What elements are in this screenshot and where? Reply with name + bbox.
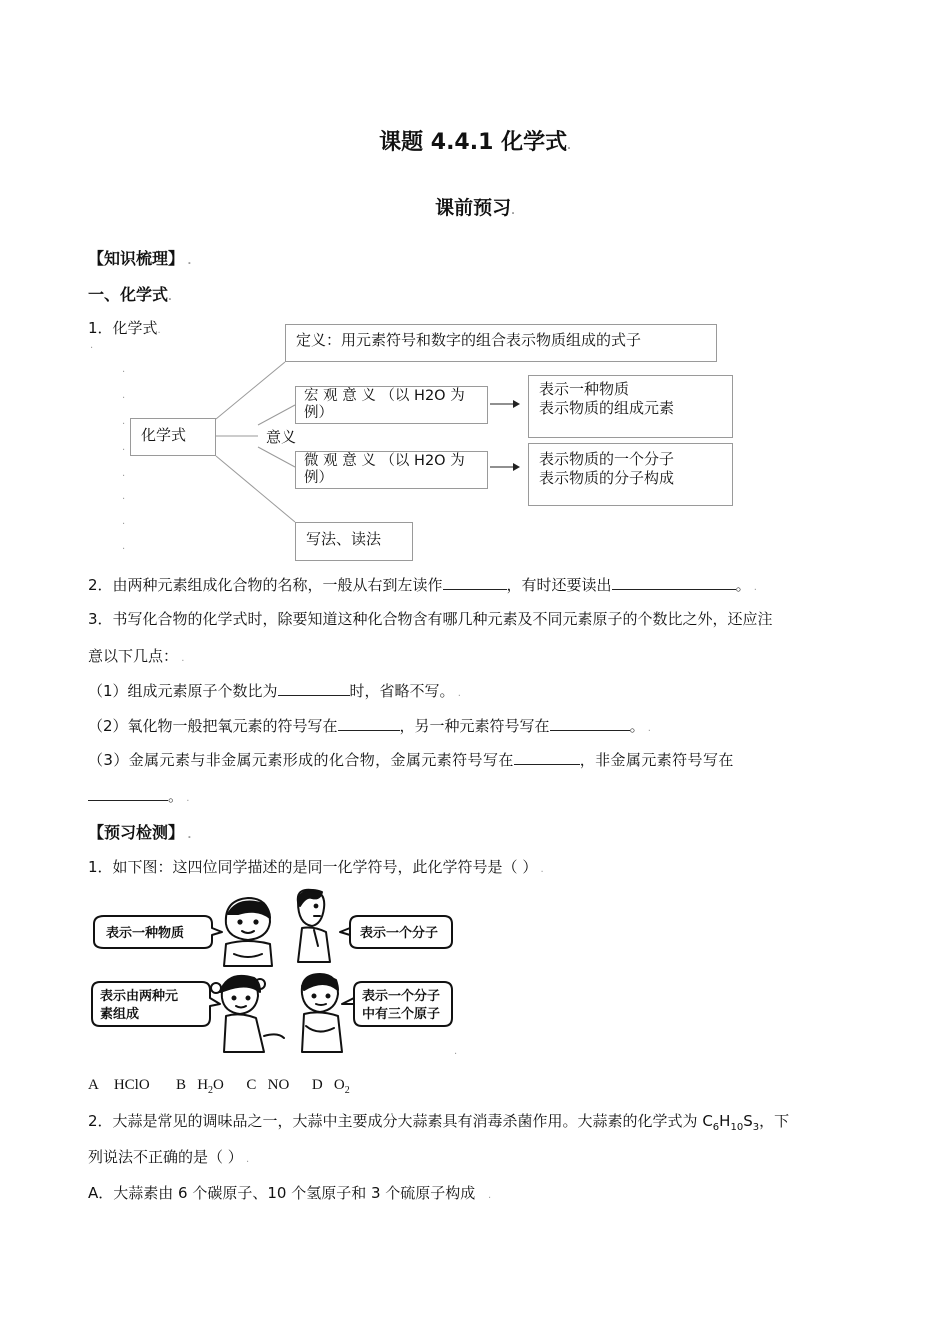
bubble-text-4a: 表示一个分子 — [362, 989, 441, 1004]
option-a[interactable]: A HClO — [88, 1077, 150, 1093]
option-c[interactable]: C NO — [246, 1077, 290, 1093]
item1-label: 1．化学式 — [88, 319, 158, 337]
box-writing-reading: 写法、读法 — [295, 522, 413, 561]
answer-blank[interactable] — [612, 575, 736, 590]
page-subtitle: 课前预习 — [435, 197, 512, 219]
question-3-3: （3）金属元素与非金属元素形成的化合物，金属元素符号写在 ，非金属元素符号写在 — [88, 751, 734, 769]
option-b[interactable]: B $H_2O$ — [175, 1077, 224, 1096]
section-check: 【预习检测】 — [88, 823, 185, 842]
part-one-heading: 一、化学式 — [88, 285, 169, 304]
question-3-1: （1）组成元素原子个数比为 时，省略不写。 . — [88, 682, 461, 700]
box-macro-result: 表示一种物质 表示物质的组成元素 — [528, 375, 733, 438]
option-d[interactable]: D $O_2$ — [311, 1077, 350, 1096]
check-question-2-line1: 2．大蒜是常见的调味品之一，大蒜中主要成分大蒜素具有消毒杀菌作用。大蒜素的化学式为 $C_6H_{10}S_3$，下 — [88, 1112, 790, 1133]
answer-blank[interactable] — [550, 716, 630, 731]
question-2: 2．由两种元素组成化合物的名称，一般从右到左读作 ，有时还要读出 。 . — [88, 576, 757, 594]
bubble-text-2: 表示一个分子 — [360, 926, 439, 941]
answer-blank[interactable] — [278, 681, 350, 696]
box-definition: 定义：用元素符号和数字的组合表示物质组成的式子 — [285, 324, 717, 362]
box-micro-meaning: 微 观 意 义 （以 H2O 为 例） — [295, 451, 488, 489]
box-chemical-formula: 化学式 — [130, 418, 216, 456]
page-title: 课题 4.4.1 化学式 — [379, 130, 568, 155]
answer-blank[interactable] — [88, 786, 168, 801]
check-question-1: 1．如下图：这四位同学描述的是同一化学符号，此化学符号是（ ） . — [88, 858, 544, 876]
box-macro-meaning: 宏 观 意 义 （以 H2O 为 例） — [295, 386, 488, 424]
question-3-3-end: 。 . — [88, 785, 189, 806]
answer-blank[interactable] — [443, 575, 507, 590]
bubble-text-1: 表示一种物质 — [106, 926, 185, 941]
answer-blank[interactable] — [338, 716, 400, 731]
options-row — [88, 1077, 350, 1096]
question-3-line1: 3．书写化合物的化学式时，除要知道这种化合物含有哪几种元素及不同元素原子的个数比之外，还应注 — [88, 610, 773, 628]
bubble-text-3a: 表示由两种元 — [100, 989, 179, 1004]
check-question-2-option-a[interactable]: A．大蒜素由 6 个碳原子、10 个氢原子和 3 个硫原子构成 . — [88, 1184, 492, 1202]
box-micro-result: 表示物质的一个分子 表示物质的分子构成 — [528, 443, 733, 506]
question-3-line2: 意以下几点： . — [88, 647, 185, 665]
question-3-2: （2）氧化物一般把氧元素的符号写在 ，另一种元素符号写在 。 . — [88, 717, 651, 735]
check-question-2-line2: 列说法不正确的是（ ） . — [88, 1148, 250, 1166]
bubble-text-3b: 素组成 — [100, 1007, 140, 1022]
answer-blank[interactable] — [514, 750, 580, 765]
label-meaning: 意义 — [266, 428, 297, 446]
cartoon-illustration — [88, 886, 460, 1056]
bubble-text-4b: 中有三个原子 — [362, 1007, 441, 1022]
section-knowledge: 【知识梳理】 — [88, 249, 185, 268]
diagram-connectors — [0, 0, 950, 600]
